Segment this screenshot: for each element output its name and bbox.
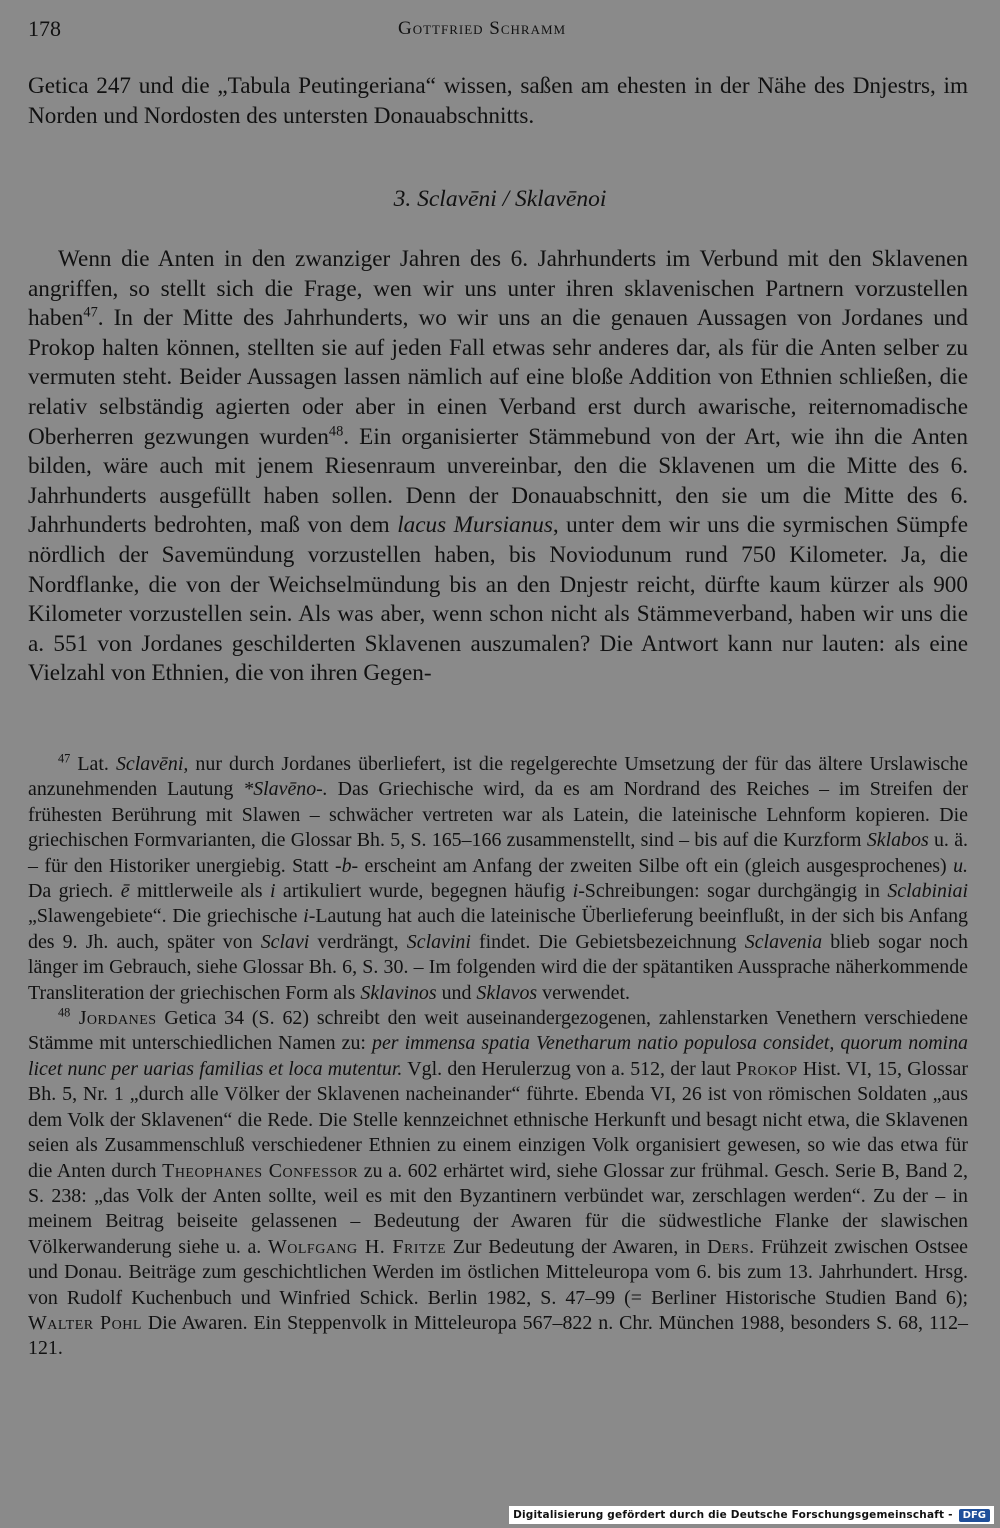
fn47-italic: Sclavini: [406, 930, 471, 953]
fn48-text: Frühzeit zwischen Ostsee und Donau. Beiträge zum geschichtlichen Werden im östlichen Mitteleuropa vom 6. bis zum 13. Jahrhundert. Hrsg. von Rudolf Kuchenbuch und Winfried Schick. Berlin 1982, S. 47–99 (= Berliner Historische Studien Band 6);: [28, 1235, 968, 1309]
fn47-italic: Sklavinos: [360, 981, 437, 1004]
intro-paragraph: Getica 247 und die „Tabula Peutingeriana“ wissen, saßen am ehesten in der Nähe des Dnjestrs, im Norden und Nordosten des untersten Donauabschnitts.: [28, 73, 968, 129]
fn48-author-name: Ders.: [707, 1235, 755, 1258]
fn48-text: Vgl. den Herulerzug von a. 512, der laut: [402, 1057, 737, 1080]
fn48-author-name: Theophanes Confessor: [162, 1159, 359, 1182]
fn47-text: mittlerweile als: [129, 880, 270, 903]
fn48-author-name: Jordanes: [70, 1007, 157, 1030]
fn47-italic: *Slavēno-.: [243, 778, 328, 801]
footnote-48: [28, 1006, 968, 1362]
fn47-text: artikuliert wurde, begegnen häufig: [275, 880, 573, 903]
footnote-47: [28, 752, 968, 1006]
fn47-italic: i: [303, 905, 309, 928]
fn47-text: verdrängt,: [309, 930, 407, 953]
fn47-text: u. ä. – für den Historiker unergiebig. Statt: [28, 829, 968, 877]
fn47-text: Das Griechische wird, da es am Nordrand des Reiches – im Streifen der frühesten Berührung mit Slawen – schwächer vertreten war als Latein, die lateinische Lehnform kopieren. Die griechischen Formvarianten, die Glossar Bh. 5, S. 165–166 zusammenstellt, sind – bis auf die Kurzform: [28, 778, 968, 852]
fn47-italic: Sclavēni,: [115, 753, 189, 775]
funding-credit-bar: [509, 1506, 994, 1524]
fn47-text: -Schreibungen: sogar durchgängig in: [578, 880, 888, 903]
fn47-italic: Sklabos: [866, 829, 929, 852]
fn47-text: Lat.: [70, 753, 116, 775]
footnote-number-48: 48: [58, 1005, 71, 1020]
fn47-text: nur durch Jordanes überliefert, ist die regelgerechte Umsetzung der für das ältere Urslawische anzunehmenden Lautung: [28, 753, 968, 801]
fn48-text: Die Awaren. Ein Steppenvolk in Mitteleuropa 567–822 n. Chr. München 1988, besonders S. 68, 112–121.: [28, 1311, 968, 1360]
fn47-italic: Sclavenia: [744, 930, 823, 953]
fn48-text: Zur Bedeutung der Awaren, in: [446, 1235, 708, 1258]
fn47-text: erscheint am Anfang der zweiten Silbe oft ein (gleich ausgesprochenes): [358, 854, 954, 877]
main-text-2: . In der Mitte des Jahrhunderts, wo wir uns an die genauen Aussagen von Jordanes und Prokop halten können, stellten sie auf jeden Fall etwas sehr anderes dar, als für die Anten selber zu vermuten steht. Beider Aussagen lassen nämlich auf eine bloße Addition von Ethnien schließen, die relativ selbständig agierten oder aber in einen Verband erst durch awarische, reiternomadische Oberherren gezwungen wurden: [28, 305, 968, 450]
main-text-4: , unter dem wir uns die syrmischen Sümpfe nördlich der Savemündung vorzustellen haben, bis Noviodunum rund 750 Kilometer. Ja, die Nordflanke, die von der Weichselmündung bis an den Dnjestr reicht, dürfte kaum kürzer als 900 Kilometer vorzustellen sein. Als was aber, wenn schon nicht als Stämmeverband, haben wir uns die a. 551 von Jordanes geschilderten Sklavenen auszumalen? Die Antwort kann nur lauten: als eine Vielzahl von Ethnien, die von ihren Gegen-: [28, 512, 968, 687]
fn47-italic: ē: [120, 880, 130, 903]
footnotes: [28, 752, 968, 1362]
fn47-text: blieb sogar noch länger im Gebrauch, siehe Glossar Bh. 6, S. 30. – Im folgenden wird die der spätantiken Aussprache näherkommende Transliteration der griechischen Form als: [28, 930, 969, 1004]
fn47-italic: -b-: [334, 854, 359, 877]
section-heading: 3. Sclavēni / Sklavēnoi: [393, 186, 607, 212]
page-number: 178: [28, 16, 61, 41]
dfg-logo-icon: DFG: [959, 1509, 990, 1522]
fn47-italic: i: [269, 880, 276, 903]
fn47-italic: Sclavi: [260, 930, 310, 953]
running-header: [28, 16, 968, 46]
fn47-text: verwendet.: [537, 981, 630, 1004]
fn48-text: Hist. VI, 15, Glossar Bh. 5, Nr. 1 „durch alle Völker der Sklavenen nacheinander“ führte. Ebenda VI, 26 ist von römischen Soldaten „aus dem Volk der Sklavenen“ die Rede. Die Stelle kennzeichnet ethnische Herkunft und besagt nicht etwa, die Sklavenen seien als Zusammenschluß verschiedener Ethnien zu einem einzigen Volk organisiert gewesen, so wie das etwa für die Anten durch: [28, 1057, 968, 1182]
main-paragraph: [28, 245, 968, 689]
main-text-1: Wenn die Anten in den zwanziger Jahren des 6. Jahrhunderts im Verbund mit den Sklavenen angriffen, so stellt sich die Frage, wen wir uns unter ihren sklavenischen Partnern vorzustellen haben: [28, 246, 968, 332]
fn47-text: und: [436, 981, 477, 1004]
funding-credit-text: Digitalisierung gefördert durch die Deutsche Forschungsgemeinschaft -: [513, 1509, 953, 1521]
fn48-italic-quote: per immensa spatia Venetharum natio populosa considet, quorum nomina licet nunc per uarias familias et loca mutentur.: [28, 1032, 968, 1080]
main-text-italic: lacus Mursianus: [397, 512, 553, 539]
fn48-text: Getica 34 (S. 62) schreibt den weit auseinandergezogenen, zahlenstarken Venethern verschiedene Stämme mit unterschiedlichen Namen zu:: [28, 1007, 968, 1055]
fn47-italic: i: [572, 880, 579, 903]
fn48-text: zu a. 602 erhärtet wird, siehe Glossar zur frühmal. Gesch. Serie B, Band 2, S. 238: „das Volk der Anten sollte, weil es mit den Byzantinern verbündet war, zerschlagen werden“. Zu der – in meinem Beitrag beiseite gelassenen – Bedeutung der Awaren für die südwestliche Flanke der slawischen Völkerwanderung siehe u. a.: [28, 1159, 968, 1258]
fn47-text: Da griech.: [28, 880, 121, 903]
header-author: Gottfried Schramm: [398, 18, 567, 39]
fn48-author-name: Wolfgang H. Fritze: [267, 1235, 447, 1258]
footnote-number-47: 47: [58, 751, 71, 766]
main-text-3: . Ein organisierter Stämmebund von der Art, wie ihn die Anten bilden, wäre auch mit jenem Riesenraum unvereinbar, den die Sklavenen um die Mitte des 6. Jahrhunderts ausgefüllt haben sollen. Denn der Donauabschnitt, den sie um die Mitte des 6. Jahrhunderts bedrohten, maß von dem: [28, 423, 968, 539]
footnote-ref-47: 47: [83, 304, 98, 321]
fn47-text: findet. Die Gebietsbezeichnung: [470, 930, 745, 953]
fn48-author-name: Walter Pohl: [28, 1311, 142, 1334]
fn47-text: -Lautung hat auch die lateinische Überlieferung beeinflußt, in der sich bis Anfang des 9. Jh. auch, später von: [28, 905, 968, 953]
fn48-author-name: Prokop: [736, 1057, 798, 1080]
footnote-ref-48: 48: [328, 422, 344, 439]
fn47-text: „Slawengebiete“. Die griechische: [28, 905, 304, 928]
fn47-italic: Sklavos: [476, 981, 538, 1004]
fn47-italic: u.: [953, 854, 968, 877]
fn47-italic: Sclabiniai: [887, 880, 968, 903]
